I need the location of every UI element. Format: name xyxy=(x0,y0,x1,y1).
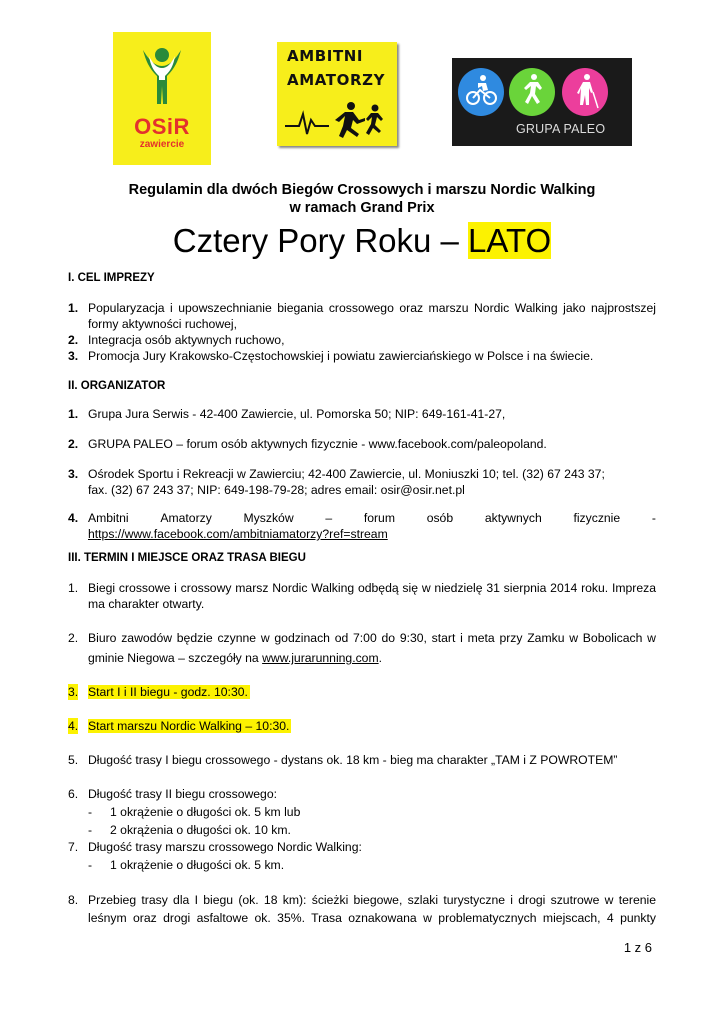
list-item-line: Przebieg trasy dla I biegu (ok. 18 km): ścieżki biegowe, szlaki turystyczne i drogi szutrowe w terenie xyxy=(88,893,656,907)
word: osób xyxy=(426,511,454,525)
doc-main-title-season: LATO xyxy=(468,222,552,259)
list-item-text: Integracja osób aktywnych ruchowo, xyxy=(88,333,285,347)
doc-title-line2: w ramach Grand Prix xyxy=(289,200,435,216)
highlighted-text: Start I i II biegu - godz. 10:30. xyxy=(88,685,248,699)
paleo-logo-name: GRUPA PALEO xyxy=(516,122,606,136)
list-item-text: GRUPA PALEO – forum osób aktywnych fizycznie - www.facebook.com/paleopoland. xyxy=(88,437,547,451)
dash-bullet: - xyxy=(88,858,93,872)
list-item-text xyxy=(88,510,656,542)
list-item-line: ma charakter otwarty. xyxy=(88,597,205,611)
list-item-line xyxy=(88,650,656,666)
section-3-heading: III. TERMIN I MIEJSCE ORAZ TRASA BIEGU xyxy=(68,552,306,564)
word: – xyxy=(325,511,333,525)
list-item-number: 3. xyxy=(68,467,79,481)
list-item-line: fax. (32) 67 243 37; NIP: 649-198-79-28; adres email: osir@osir.net.pl xyxy=(88,483,465,497)
word: forum xyxy=(363,511,395,525)
osir-logo xyxy=(113,32,211,165)
list-item-number: 5. xyxy=(68,753,79,767)
word: Amatorzy xyxy=(160,511,212,525)
word: Ambitni xyxy=(88,511,129,525)
list-item-number: 8. xyxy=(68,893,79,907)
list-item-number: 1. xyxy=(68,407,79,421)
list-item-text: Długość trasy I biegu crossowego - dystans ok. 18 km - bieg ma charakter „TAM i Z POWROTEM” xyxy=(88,753,618,767)
dash-item-text: 2 okrążenia o długości ok. 10 km. xyxy=(110,823,291,837)
osir-logo-sub: zawiercie xyxy=(139,139,185,150)
paleo-sports-icons xyxy=(452,58,632,122)
list-item-text: Długość trasy marszu crossowego Nordic Walking: xyxy=(88,840,362,854)
dash-bullet: - xyxy=(88,823,93,837)
word: fizycznie xyxy=(573,511,621,525)
page-number: 1 z 6 xyxy=(623,940,652,955)
list-item-text xyxy=(88,630,656,666)
list-item-number: 3. xyxy=(68,349,79,363)
osir-logo-name: OSiR xyxy=(134,114,190,139)
dash-item-text: 1 okrążenie o długości ok. 5 km. xyxy=(110,858,285,872)
runner-heartbeat-icon xyxy=(285,100,389,140)
list-item-text xyxy=(88,684,656,700)
highlighted-text: Start marszu Nordic Walking – 10:30. xyxy=(88,719,290,733)
jurarunning-link[interactable]: www.jurarunning.com xyxy=(262,651,379,665)
list-item-text xyxy=(88,466,656,498)
word: aktywnych xyxy=(484,511,542,525)
list-item-line-prefix: gminie Niegowa – szczegóły na xyxy=(88,651,263,665)
section-1-heading: I. CEL IMPREZY xyxy=(68,272,155,284)
list-item-number: 3. xyxy=(68,685,79,699)
osir-figure-icon xyxy=(137,46,187,112)
doc-title-line1: Regulamin dla dwóch Biegów Crossowych i marszu Nordic Walking xyxy=(128,182,596,198)
ambitni-logo-line1: AMBITNI xyxy=(287,47,364,65)
list-item-text xyxy=(88,300,656,332)
list-item-text: Promocja Jury Krakowsko-Częstochowskiej i powiatu zawierciańskiego w Polsce i na świecie. xyxy=(88,349,594,363)
list-item-number: 2. xyxy=(68,631,79,645)
list-item xyxy=(68,300,656,332)
list-item-text: Grupa Jura Serwis - 42-400 Zawiercie, ul. Pomorska 50; NIP: 649-161-41-27, xyxy=(88,407,506,421)
doc-main-title-prefix: Cztery Pory Roku – xyxy=(172,222,469,259)
list-item-number: 4. xyxy=(68,719,79,733)
facebook-ambitni-link[interactable]: https://www.facebook.com/ambitniamatorzy?ref=stream xyxy=(88,527,388,541)
list-item-number: 1. xyxy=(68,581,79,595)
word: - xyxy=(651,511,656,525)
list-item-number: 7. xyxy=(68,840,79,854)
list-item-line-suffix: . xyxy=(378,651,383,665)
list-item-line: formy aktywności ruchowej, xyxy=(88,317,238,331)
justified-line xyxy=(88,300,656,316)
list-item-number: 6. xyxy=(68,787,79,801)
list-item-line: Biegi crossowe i crossowy marsz Nordic Walking odbędą się w niedzielę 31 sierpnia 2014 roku. Impreza xyxy=(88,581,656,595)
list-item-line: leśnym oraz drogi asfaltowe ok. 35%. Trasa oznakowana w problematycznych miejscach, 4 punkty xyxy=(88,911,656,925)
list-item-number: 4. xyxy=(68,511,79,525)
ambitni-amatorzy-logo xyxy=(277,42,397,146)
section-2-heading: II. ORGANIZATOR xyxy=(68,380,166,392)
list-item-text: Długość trasy II biegu crossowego: xyxy=(88,787,277,801)
dash-item-text: 1 okrążenie o długości ok. 5 km lub xyxy=(110,805,301,819)
list-item-text xyxy=(88,580,656,612)
dash-bullet: - xyxy=(88,805,93,819)
list-item-number: 2. xyxy=(68,437,79,451)
list-item-text xyxy=(88,718,656,734)
list-item-line: Popularyzacja i upowszechnianie biegania crossowego oraz marszu Nordic Walking jako najprostszej xyxy=(88,301,656,315)
list-item-line: Ośrodek Sportu i Rekreacji w Zawierciu; 42-400 Zawiercie, ul. Moniuszki 10; tel. (32) 67 243 37; xyxy=(88,467,605,481)
list-item-line: Biuro zawodów będzie czynne w godzinach od 7:00 do 9:30, start i meta przy Zamku w Bobolicach w xyxy=(88,631,656,645)
list-item-text xyxy=(88,892,656,926)
spread-words xyxy=(88,510,656,526)
grupa-paleo-logo xyxy=(452,58,632,146)
list-item-number: 1. xyxy=(68,301,79,315)
word: Myszków xyxy=(243,511,294,525)
ambitni-logo-line2: AMATORZY xyxy=(287,71,386,89)
doc-main-title xyxy=(0,222,724,260)
list-item-number: 2. xyxy=(68,333,79,347)
